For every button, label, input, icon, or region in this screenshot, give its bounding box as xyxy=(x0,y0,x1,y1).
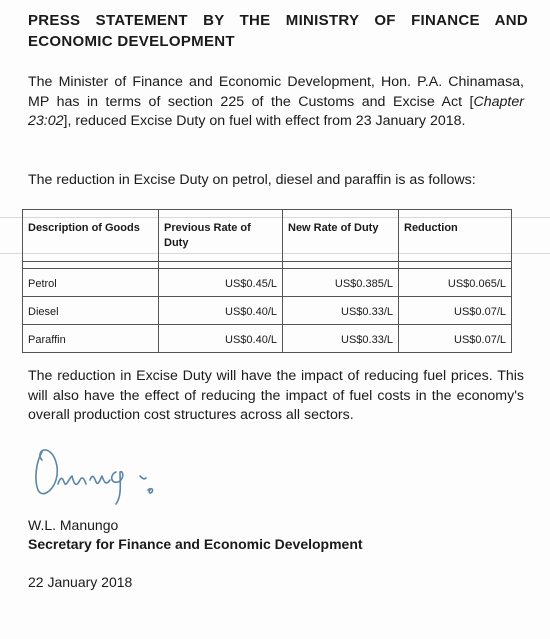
table-spacer-row xyxy=(23,262,512,269)
header-new-rate: New Rate of Duty xyxy=(283,210,399,262)
intro-paragraph xyxy=(28,73,524,132)
handwritten-signature xyxy=(28,440,198,510)
table-row xyxy=(23,269,512,297)
impact-paragraph: The reduction in Excise Duty will have the impact of reducing fuel prices. This will also have the effect of reducing the impact of fuel costs in the economy's overall production cost structures across all sectors. xyxy=(28,368,524,423)
table-row xyxy=(23,325,512,353)
header-reduction: Reduction xyxy=(399,210,512,262)
excise-duty-table xyxy=(22,209,512,353)
goods-cell: Petrol xyxy=(23,269,159,297)
act-chapter-reference: Chapter 23:02 xyxy=(28,93,524,129)
header-description: Description of Goods xyxy=(23,210,159,262)
goods-cell: Paraffin xyxy=(23,325,159,353)
reduction-intro-paragraph: The reduction in Excise Duty on petrol, diesel and paraffin is as follows: xyxy=(28,172,476,188)
press-statement-heading: PRESS STATEMENT BY THE MINISTRY OF FINANCE AND ECONOMIC DEVELOPMENT xyxy=(28,12,528,50)
previous-rate-cell: US$0.40/L xyxy=(159,325,283,353)
signer-title: Secretary for Finance and Economic Development xyxy=(28,536,363,552)
new-rate-cell: US$0.33/L xyxy=(283,297,399,325)
reduction-cell: US$0.07/L xyxy=(399,325,512,353)
table-header-row xyxy=(23,210,512,262)
previous-rate-cell: US$0.40/L xyxy=(159,297,283,325)
header-previous-rate: Previous Rate of Duty xyxy=(159,210,283,262)
previous-rate-cell: US$0.45/L xyxy=(159,269,283,297)
intro-text-start: The Minister of Finance and Economic Development, Hon. P.A. Chinamasa, MP has in terms of section 225 of the Customs and Excise Act [ xyxy=(28,74,524,110)
goods-cell: Diesel xyxy=(23,297,159,325)
table-row xyxy=(23,297,512,325)
reduction-cell: US$0.065/L xyxy=(399,269,512,297)
intro-text-end: ], reduced Excise Duty on fuel with effect from 23 January 2018. xyxy=(63,113,466,129)
signer-name: W.L. Manungo xyxy=(28,517,119,533)
new-rate-cell: US$0.385/L xyxy=(283,269,399,297)
reduction-cell: US$0.07/L xyxy=(399,297,512,325)
new-rate-cell: US$0.33/L xyxy=(283,325,399,353)
statement-date: 22 January 2018 xyxy=(28,574,133,590)
